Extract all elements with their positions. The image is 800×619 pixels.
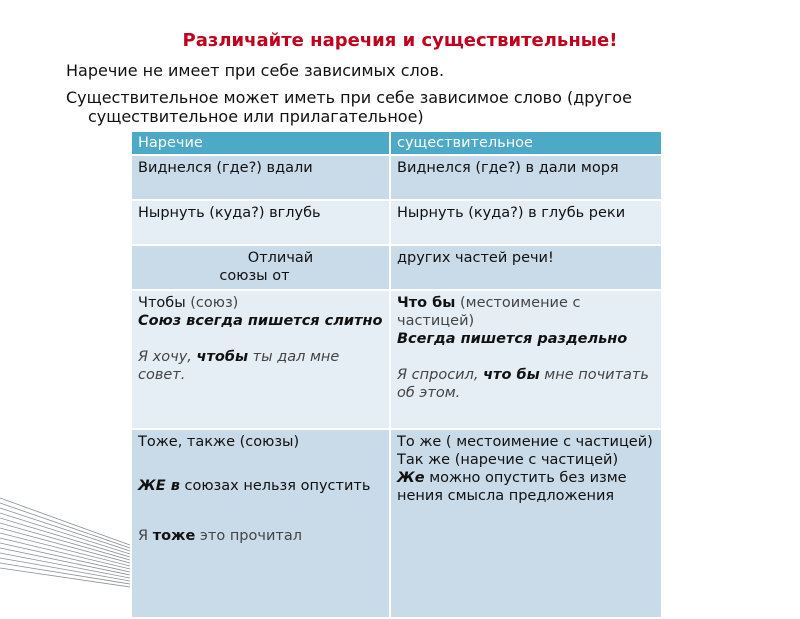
header-adverb: Наречие	[131, 131, 390, 155]
zhe-rule-bold: Же	[397, 470, 425, 486]
chtoby-example-start: Я хочу,	[138, 349, 197, 365]
zhe-rule-line3: нения смысла предложения	[397, 488, 615, 504]
tozhe-heading: Тоже, также (союзы)	[138, 434, 300, 450]
slide-title: Различайте наречия и существительные!	[182, 30, 618, 51]
intro-noun-rule-rest: существительное или прилагательное)	[88, 107, 424, 126]
comparison-table	[130, 130, 663, 619]
chto-by-rule: Всегда пишется раздельно	[397, 331, 628, 347]
cell-to-zhe	[390, 429, 662, 618]
distinguish-line1: Отличай	[247, 250, 314, 266]
cell-noun: Нырнуть (куда?) в глубь реки	[390, 200, 662, 245]
cell-adverb: Нырнуть (куда?) вглубь	[131, 200, 390, 245]
table-row	[131, 200, 662, 245]
chtoby-example-bold: чтобы	[196, 349, 249, 365]
header-noun: существительное	[390, 131, 662, 155]
cell-adverb: Виднелся (где?) вдали	[131, 155, 390, 200]
chtoby-example-end: ты дал мне совет.	[138, 349, 340, 383]
cell-noun: Виднелся (где?) в дали моря	[390, 155, 662, 200]
intro-adverb-rule: Наречие не имеет при себе зависимых слов.	[66, 61, 445, 80]
cell-distinguish-left	[131, 245, 390, 290]
cell-distinguish-right: других частей речи!	[390, 245, 662, 290]
tozhe-rule-bold: ЖЕ в	[138, 478, 180, 494]
intro-noun-rule-start: Существительное может иметь при себе зависимое слово (другое	[66, 88, 632, 107]
tozhe-rule-rest: союзах нельзя опустить	[179, 478, 371, 494]
tozhe-example-end: это прочитал	[195, 528, 302, 544]
tozhe-example-start: Я	[138, 528, 153, 544]
tak-zhe-line2: Так же (наречие с частицей)	[397, 452, 619, 468]
distinguish-line2: союзы от	[219, 268, 290, 284]
cell-tozhe	[131, 429, 390, 618]
tozhe-example-bold: тоже	[152, 528, 196, 544]
chtoby-word: Чтобы	[138, 295, 186, 311]
chto-by-example-bold: что бы	[483, 367, 540, 383]
cell-chto-by	[390, 290, 662, 429]
chto-by-example-start: Я спросил,	[397, 367, 484, 383]
chto-by-word: Что бы	[397, 295, 456, 311]
chtoby-note: (союз)	[185, 295, 239, 311]
table-header-row	[131, 131, 662, 155]
table-row	[131, 290, 662, 429]
chtoby-rule: Союз всегда пишется слитно	[138, 313, 383, 329]
chto-by-example-end: мне почитать об этом.	[397, 367, 649, 401]
zhe-rule-rest: можно опустить без изме	[424, 470, 627, 486]
cell-chtoby	[131, 290, 390, 429]
intro-noun-rule	[66, 88, 726, 126]
table-row	[131, 155, 662, 200]
table-row	[131, 245, 662, 290]
chto-by-note: (местоимение с частицей)	[397, 295, 581, 329]
table-row	[131, 429, 662, 618]
to-zhe-line1: То же ( местоимение с частицей)	[397, 434, 653, 450]
